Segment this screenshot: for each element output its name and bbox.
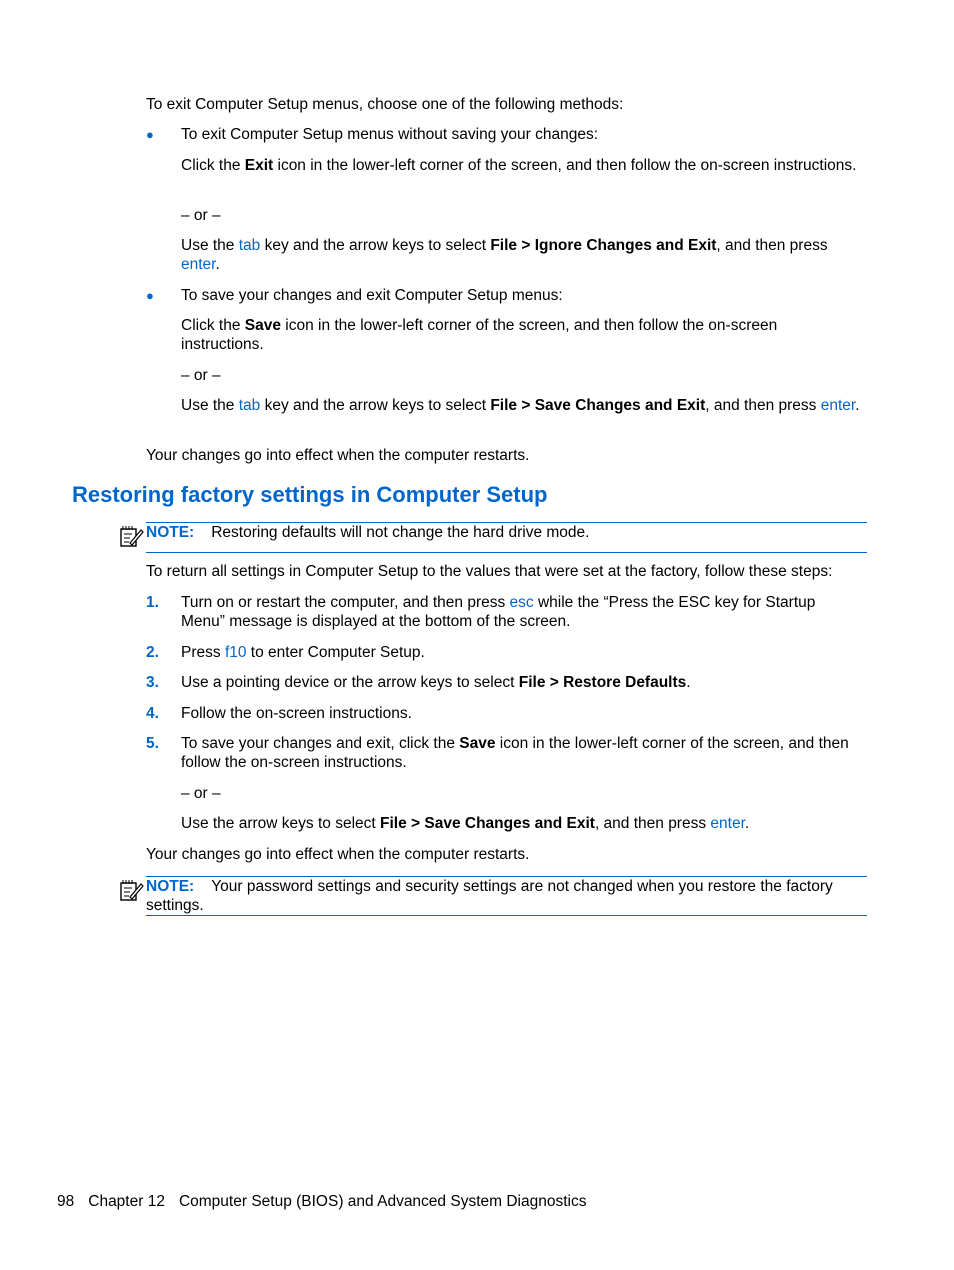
- note-icon: [118, 524, 144, 548]
- step-number: 4.: [146, 705, 159, 722]
- key-name: tab: [238, 237, 261, 254]
- bullet-marker: ●: [146, 288, 154, 303]
- or-separator: – or –: [181, 785, 221, 802]
- ui-term: Exit: [244, 157, 274, 174]
- key-name: f10: [224, 644, 247, 661]
- note-box: [146, 522, 867, 553]
- bullet-step: Use the tab key and the arrow keys to select File > Save Changes and Exit, and then press enter.: [181, 397, 860, 414]
- note-text: Restoring defaults will not change the hard drive mode.: [211, 524, 590, 541]
- step-text: To save your changes and exit, click the Save icon in the lower-left corner of the screen, and then follow the on-screen instructions.: [181, 735, 849, 771]
- step-text: Use a pointing device or the arrow keys to select File > Restore Defaults.: [181, 674, 691, 691]
- bullet-step: Click the Exit icon in the lower-left corner of the screen, and then follow the on-screen instructions.: [181, 157, 857, 174]
- step-text: Use the arrow keys to select File > Save Changes and Exit, and then press enter.: [181, 815, 750, 832]
- or-separator: – or –: [181, 367, 221, 384]
- note-label: NOTE:: [146, 524, 195, 541]
- step-text: Follow the on-screen instructions.: [181, 705, 412, 722]
- intro-text: To exit Computer Setup menus, choose one of the following methods:: [146, 96, 624, 113]
- step-number: 2.: [146, 644, 159, 661]
- ui-term: Save: [244, 317, 281, 334]
- step-text: Press f10 to enter Computer Setup.: [181, 644, 425, 661]
- key-name: tab: [238, 397, 261, 414]
- note-text: Your password settings and security settings are not changed when you restore the factory settings.: [146, 878, 833, 914]
- bullet-marker: ●: [146, 127, 154, 142]
- bullet-text: To exit Computer Setup menus without saving your changes:: [181, 126, 599, 143]
- steps-intro: To return all settings in Computer Setup to the values that were set at the factory, follow these steps:: [146, 563, 833, 580]
- menu-path: File > Save Changes and Exit: [380, 815, 595, 832]
- menu-path: File > Restore Defaults: [518, 674, 687, 691]
- effect-text: Your changes go into effect when the computer restarts.: [146, 846, 530, 863]
- or-separator: – or –: [181, 207, 221, 224]
- effect-text: Your changes go into effect when the computer restarts.: [146, 447, 530, 464]
- key-name: enter: [181, 256, 216, 273]
- key-name: esc: [509, 594, 534, 611]
- chapter-label: Chapter 12: [88, 1193, 165, 1210]
- step-text: Turn on or restart the computer, and then press esc while the “Press the ESC key for Startup Menu” message is displayed at the bottom of the screen.: [181, 594, 816, 630]
- page-footer: [57, 1192, 586, 1211]
- step-number: 5.: [146, 735, 159, 752]
- key-name: enter: [710, 815, 745, 832]
- page-number: 98: [57, 1193, 75, 1210]
- ui-term: Save: [459, 735, 496, 752]
- key-name: enter: [820, 397, 856, 414]
- note-label: NOTE:: [146, 878, 195, 895]
- menu-path: File > Save Changes and Exit: [490, 397, 706, 414]
- bullet-step: Use the tab key and the arrow keys to select File > Ignore Changes and Exit, and then press enter.: [181, 237, 828, 273]
- step-number: 3.: [146, 674, 159, 691]
- bullet-text: To save your changes and exit Computer Setup menus:: [181, 287, 563, 304]
- menu-path: File > Ignore Changes and Exit: [490, 237, 717, 254]
- section-heading: Restoring factory settings in Computer Setup: [72, 482, 548, 507]
- note-box: [146, 876, 867, 916]
- step-number: 1.: [146, 594, 159, 611]
- chapter-title: Computer Setup (BIOS) and Advanced System Diagnostics: [178, 1193, 587, 1210]
- note-icon: [118, 878, 144, 902]
- bullet-step: Click the Save icon in the lower-left corner of the screen, and then follow the on-screen instructions.: [181, 317, 778, 353]
